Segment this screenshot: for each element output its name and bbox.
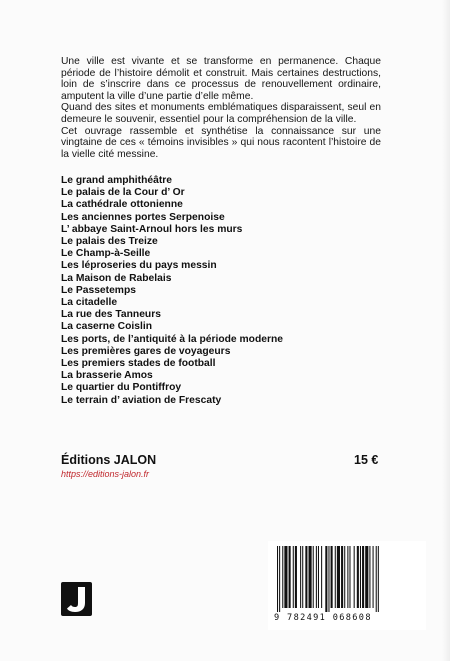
barcode-bar	[277, 546, 278, 612]
publisher-name: Éditions JALON	[61, 453, 157, 467]
intro-paragraph: Quand des sites et monuments emblématiques disparaissent, seul en demeure le souvenir, essentiel pour la compréhension de la ville.	[61, 102, 381, 125]
barcode-bar	[302, 546, 303, 608]
barcode-bars	[276, 546, 418, 612]
barcode-bar	[300, 546, 301, 608]
barcode-bar	[335, 546, 336, 608]
barcode-bar	[341, 546, 343, 608]
barcode-bar	[305, 546, 307, 608]
table-of-contents	[61, 175, 283, 407]
barcode-bar	[313, 546, 314, 608]
intro-text	[61, 56, 381, 160]
toc-item: La rue des Tanneurs	[61, 309, 161, 321]
barcode-bar	[328, 546, 329, 612]
toc-item: Le grand amphithéâtre	[61, 175, 172, 186]
barcode-bar	[284, 546, 287, 608]
toc-item: Les premières gares de voyageurs	[61, 345, 231, 357]
toc-item: La Maison de Rabelais	[61, 272, 172, 284]
barcode-bar	[321, 546, 322, 608]
toc-item: La citadelle	[61, 297, 118, 309]
barcode-bar	[331, 546, 333, 608]
barcode-bar	[349, 546, 350, 608]
toc-item: Le terrain d’ aviation de Frescaty	[61, 394, 222, 406]
intro-paragraph: Une ville est vivante et se transforme en permanence. Chaque période de l’histoire démolit et construit. Mais certaines destructions, loin de s’inscrire dans ce processus de renouvellement ordinaire, amputent la ville d’une partie d’elle même.	[61, 56, 381, 102]
toc-item: Le quartier du Pontiffroy	[61, 382, 182, 394]
barcode-bar	[337, 546, 340, 608]
toc-item: L’ abbaye Saint-Arnoul hors les murs	[61, 223, 243, 235]
publisher-url[interactable]: https://editions-jalon.fr	[61, 469, 150, 479]
barcode-bar	[357, 546, 359, 608]
barcode-bar	[362, 546, 364, 608]
toc-item: Le Champ-à-Seille	[61, 248, 151, 260]
barcode-bar	[378, 546, 379, 612]
toc-item: Les premiers stades de football	[61, 358, 216, 370]
barcode-bar	[282, 546, 283, 608]
toc-item: Le palais des Treize	[61, 236, 158, 248]
barcode-bar	[289, 546, 291, 608]
page-edge-shadow	[442, 0, 450, 661]
barcode-bar	[365, 546, 368, 608]
toc-item: Le palais de la Cour d’ Or	[61, 187, 185, 199]
barcode-bar	[376, 546, 377, 612]
logo-letter-j-icon	[61, 582, 92, 616]
toc-item: La caserne Coislin	[61, 321, 152, 333]
barcode-bar	[344, 546, 345, 608]
barcode-bar	[360, 546, 361, 608]
barcode	[268, 541, 426, 630]
publisher-j-logo-icon	[61, 582, 92, 616]
toc-item: Les léproseries du pays messin	[61, 260, 217, 272]
barcode-bar	[347, 546, 348, 608]
toc-item: Les anciennes portes Serpenoise	[61, 211, 225, 223]
barcode-bar	[325, 546, 327, 612]
barcode-bar	[295, 546, 297, 608]
toc-item: Les ports, de l’antiquité à la période moderne	[61, 333, 284, 345]
barcode-bar	[279, 546, 280, 612]
intro-paragraph: Cet ouvrage rassemble et synthétise la connaissance sur une vingtaine de ces « témoins invisibles » qui nous racontent l’histoire de la vielle cité messine.	[61, 125, 381, 160]
barcode-bar	[354, 546, 355, 608]
barcode-bar	[293, 546, 294, 608]
toc-item: La brasserie Amos	[61, 370, 153, 382]
barcode-bar	[316, 546, 317, 608]
barcode-bar	[369, 546, 370, 608]
barcode-bar	[373, 546, 374, 608]
price: 15 €	[354, 453, 379, 467]
toc-item: Le Passetemps	[61, 284, 136, 296]
barcode-bar	[309, 546, 312, 608]
toc-item: La cathédrale ottonienne	[61, 199, 183, 211]
barcode-digits: 9 782491 068608	[274, 613, 372, 623]
barcode-bar	[318, 546, 319, 608]
